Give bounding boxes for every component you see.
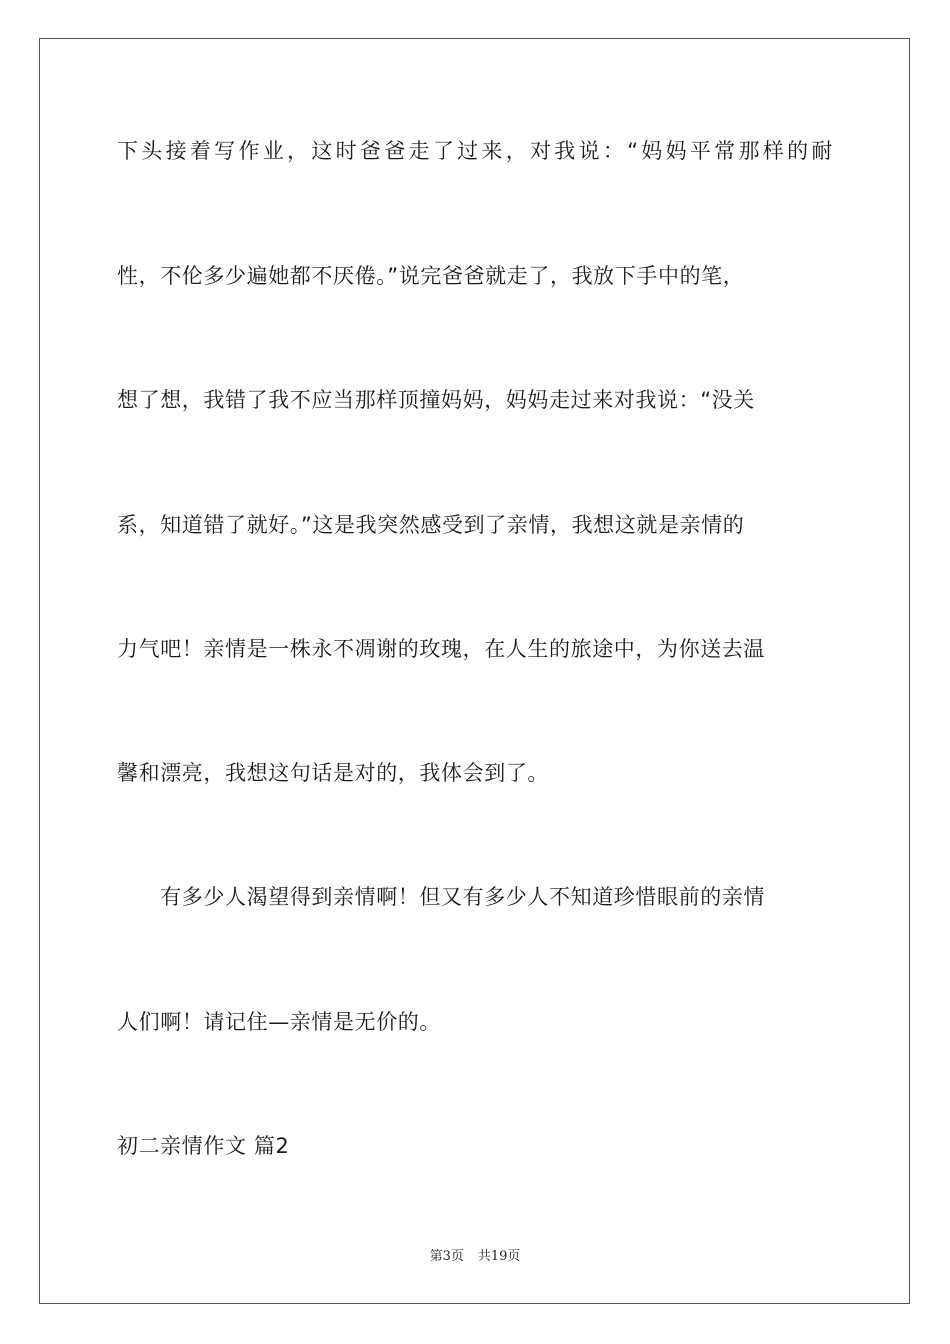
paragraph-line-3: 想了想，我错了我不应当那样顶撞妈妈，妈妈走过来对我说：“没关 [117,388,755,412]
page-border [39,38,910,1304]
paragraph-line-1: 下头接着写作业，这时爸爸走了过来，对我说：“妈妈平常那样的耐 [117,139,833,163]
paragraph-line-2: 性，不伦多少遍她都不厌倦。”说完爸爸就走了，我放下手中的笔， [117,264,745,288]
paragraph-line-8: 人们啊！请记住—亲情是无价的。 [117,1010,441,1034]
page-number: 第3页 [429,1249,464,1264]
paragraph-line-7: 有多少人渴望得到亲情啊！但又有多少人不知道珍惜眼前的亲情 [117,885,765,909]
paragraph-line-6: 馨和漂亮，我想这句话是对的，我体会到了。 [117,761,549,785]
paragraph-line-4: 系，知道错了就好。”这是我突然感受到了亲情，我想这就是亲情的 [117,513,745,537]
page-footer [0,1248,950,1266]
page-total: 共19页 [477,1249,521,1264]
section-heading: 初二亲情作文 篇2 [117,1134,290,1158]
paragraph-line-5: 力气吧！亲情是一株永不凋谢的玫瑰，在人生的旅途中，为你送去温 [117,637,765,661]
